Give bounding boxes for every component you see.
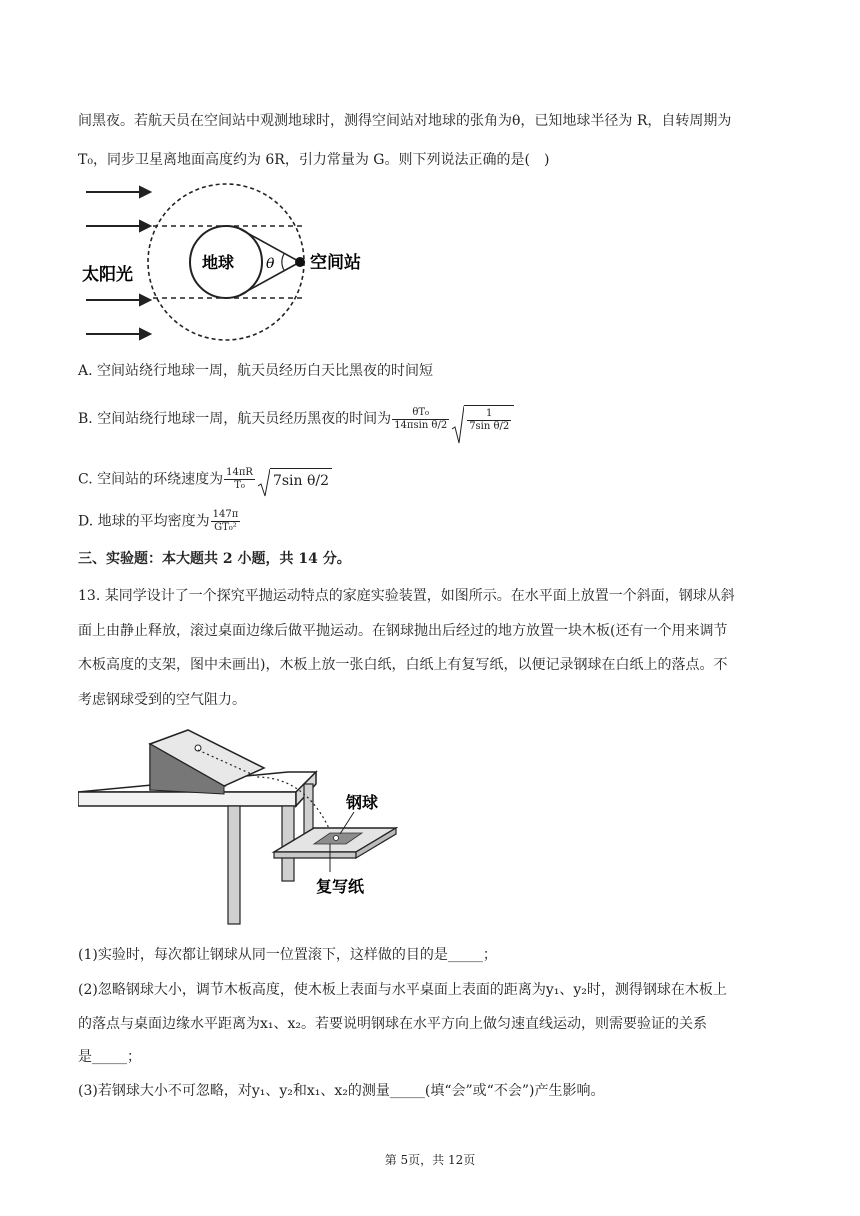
angle-arc bbox=[282, 254, 284, 270]
earth-label: 地球 bbox=[202, 253, 235, 272]
page-footer: 第 5页，共 12页 bbox=[384, 1153, 476, 1167]
question-3: (3)若钢球大小不可忽略，对y₁、y₂和x₁、x₂的测量_____(填“会”或“不会”)产生影响。 bbox=[78, 1083, 605, 1099]
theta-label: θ bbox=[266, 256, 275, 272]
option-c bbox=[78, 467, 332, 492]
question-2-line2: 的落点与桌面边缘水平距离为x₁、x₂。若要说明钢球在水平方向上做匀速直线运动，则需要验证的关系 bbox=[78, 1016, 708, 1032]
problem13-line4: 考虑钢球受到的空气阻力。 bbox=[78, 692, 246, 708]
table-edge bbox=[78, 792, 296, 806]
option-b-sqrt-num: 1 bbox=[467, 408, 511, 421]
problem13-line3: 木板高度的支架，图中未画出)，木板上放一张白纸，白纸上有复写纸，以便记录钢球在白纸上的落点。不 bbox=[78, 657, 728, 673]
option-b-sqrt bbox=[452, 405, 514, 433]
station-dot bbox=[295, 257, 305, 267]
carbon-paper-label: 复写纸 bbox=[316, 877, 365, 896]
option-a: A. 空间站绕行地球一周，航天员经历白天比黑夜的时间短 bbox=[78, 363, 434, 379]
problem13-line2: 面上由静止释放，滚过桌面边缘后做平抛运动。在钢球抛出后经过的地方放置一块木板(还有一个用来调节 bbox=[78, 623, 728, 639]
ball-landing bbox=[334, 836, 339, 841]
option-d-frac-num: 147π bbox=[212, 509, 239, 520]
option-b-fraction bbox=[392, 407, 449, 432]
sunlight-arrows bbox=[86, 187, 150, 339]
sunlight-label: 太阳光 bbox=[82, 265, 133, 285]
option-d-frac-den: GT₀² bbox=[214, 522, 237, 533]
problem13-line1: 13. 某同学设计了一个探究平抛运动特点的家庭实验装置，如图所示。在水平面上放置一个斜面，钢球从斜 bbox=[78, 588, 735, 604]
option-c-text: C. 空间站的环绕速度为 bbox=[78, 471, 224, 488]
option-b-text: B. 空间站绕行地球一周，航天员经历黑夜的时间为 bbox=[78, 411, 392, 427]
option-b bbox=[78, 405, 514, 433]
table-leg-back bbox=[304, 784, 313, 834]
projectile-experiment-figure bbox=[78, 722, 398, 927]
option-b-frac-num: θT₀ bbox=[392, 407, 449, 420]
option-c-sqrt-content: 7sin θ/2 bbox=[270, 468, 332, 491]
option-d-fraction bbox=[211, 509, 241, 534]
problem12-line2: T₀，同步卫星离地面高度约为 6R，引力常量为 G。则下列说法正确的是( ) bbox=[78, 152, 550, 168]
option-d-text: D. 地球的平均密度为 bbox=[78, 513, 210, 530]
station-label: 空间站 bbox=[310, 253, 361, 273]
problem12-line1: 间黑夜。若航天员在空间站中观测地球时，测得空间站对地球的张角为θ，已知地球半径为 R，自转周期为 bbox=[78, 113, 732, 129]
table-leg-front-left bbox=[228, 806, 240, 924]
option-c-frac-den: T₀ bbox=[234, 480, 245, 491]
question-1: (1)实验时，每次都让钢球从同一位置滚下，这样做的目的是_____； bbox=[78, 947, 497, 963]
option-b-sqrt-den: 7sin θ/2 bbox=[469, 421, 510, 432]
option-b-frac-den: 14πsin θ/2 bbox=[394, 419, 448, 431]
section-heading: 三、实验题：本大题共 2 小题，共 14 分。 bbox=[78, 551, 351, 567]
option-c-sqrt bbox=[258, 468, 332, 491]
option-d bbox=[78, 509, 241, 534]
question-2-line3: 是_____； bbox=[78, 1049, 141, 1065]
option-c-frac-num: 14πR bbox=[226, 467, 253, 478]
option-c-fraction bbox=[224, 467, 255, 492]
question-2-line1: (2)忽略钢球大小，调节木板高度，使木板上表面与水平桌面上表面的距离为y₁、y₂时，测得钢球在木板上 bbox=[78, 982, 727, 998]
ball-label: 钢球 bbox=[346, 793, 379, 812]
earth-station-figure bbox=[78, 180, 378, 350]
